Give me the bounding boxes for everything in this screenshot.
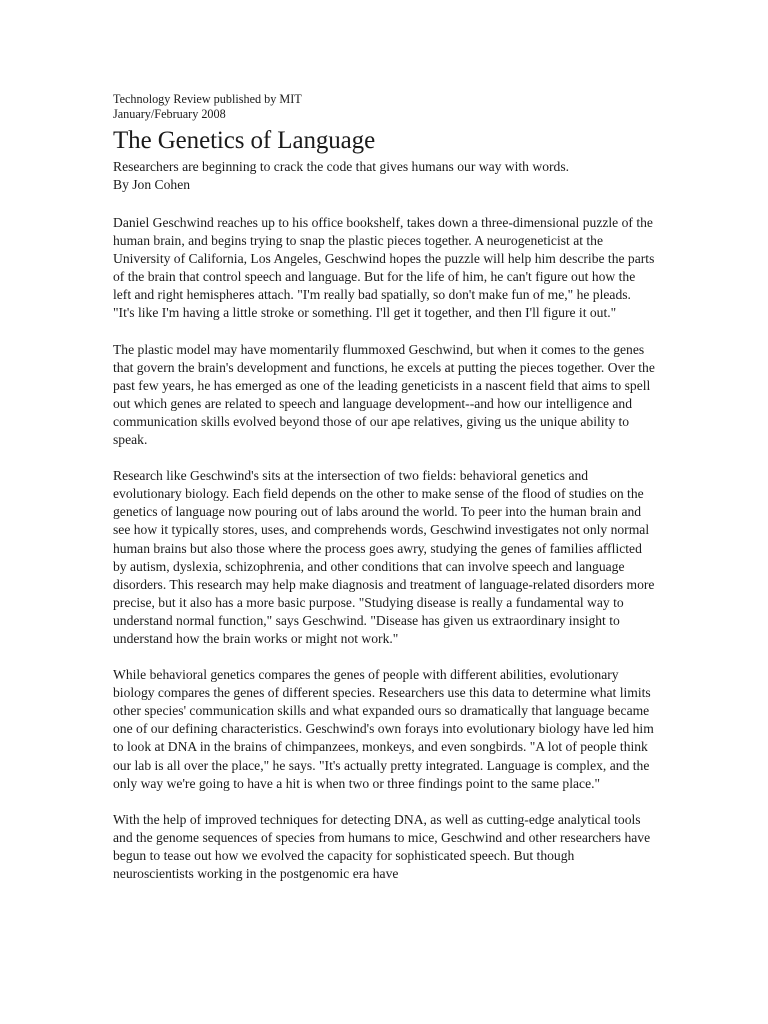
paragraph-2: The plastic model may have momentarily flummoxed Geschwind, but when it comes to the genes that govern the brain's development and functions, he excels at putting the pieces together. Over the past few years, he has emerged as one of the leading geneticists in a nascent field that aims to spell out which genes are related to speech and language development--and how our intelligence and communication skills evolved beyond those of our ape relatives, giving us the unique ability to speak. bbox=[113, 341, 655, 448]
issue-date: January/February 2008 bbox=[113, 106, 226, 121]
paragraph-3: Research like Geschwind's sits at the intersection of two fields: behavioral genetics and evolutionary biology. Each field depends on the other to make sense of the flood of studies on the genetics of language now pouring out of labs around the world. To peer into the human brain and see how it typically stores, uses, and comprehends words, Geschwind investigates not only normal human brains but also those where the process goes awry, studying the genes of families afflicted by autism, dyslexia, schizophrenia, and other conditions that can involve speech and language disorders. This research may help make diagnosis and treatment of language-related disorders more precise, but it also has a more basic purpose. "Studying disease is really a fundamental way to understand normal function," says Geschwind. "Disease has given us extraordinary insight to understand how the brain works or might not work." bbox=[113, 468, 655, 646]
paragraph-5: With the help of improved techniques for detecting DNA, as well as cutting-edge analytical tools and the genome sequences of species from humans to mice, Geschwind and other researchers have begun to tease out how we evolved the capacity for sophisticated speech. But though neuroscientists working in the postgenomic era have bbox=[113, 811, 651, 881]
article bbox=[113, 92, 655, 883]
byline: By Jon Cohen bbox=[113, 177, 191, 192]
article-title: The Genetics of Language bbox=[113, 127, 376, 154]
paragraph-1: Daniel Geschwind reaches up to his office bookshelf, takes down a three-dimensional puzzle of the human brain, and begins trying to snap the plastic pieces together. A neurogeneticist at the University of California, Los Angeles, Geschwind hopes the puzzle will help him describe the parts of the brain that control speech and language. But for the life of him, he can't figure out how the left and right hemispheres attach. "I'm really bad spatially, so don't make fun of me," he pleads. "It's like I'm having a little stroke or something. I'll get it together, and then I'll figure it out." bbox=[113, 215, 655, 321]
article-subtitle: Researchers are beginning to crack the code that gives humans our way with words. bbox=[113, 159, 570, 174]
paragraph-4: While behavioral genetics compares the genes of people with different abilities, evolutionary biology compares the genes of different species. Researchers use this data to determine what limits other species' communication skills and what expanded ours so dramatically that language became one of our defining characteristics. Geschwind's own forays into evolutionary biology have led him to look at DNA in the brains of chimpanzees, monkeys, and even songbirds. "A lot of people think our lab is all over the place," he says. "It's actually pretty integrated. Language is complex, and the only way we're going to have a hit is when two or three findings point to the same place." bbox=[113, 667, 654, 791]
publication-line: Technology Review published by MIT bbox=[113, 92, 302, 106]
